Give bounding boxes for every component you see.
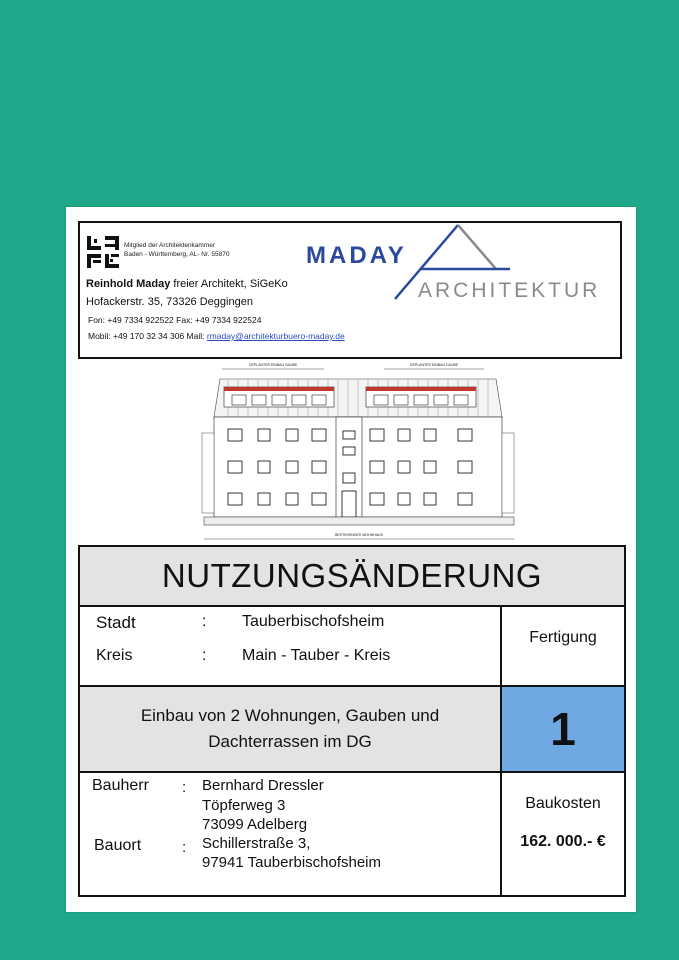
bauherr-street: Töpferweg 3 [202, 797, 286, 814]
fertigung-number: 1 [502, 687, 624, 773]
drawing-label-left: GEPLANTER EINBAU GAUBE [248, 363, 298, 367]
project-line1: Einbau von 2 Wohnungen, Gauben und [140, 706, 440, 725]
facade-drawing [184, 357, 524, 545]
location-section [80, 607, 502, 687]
phone-fax: Fon: +49 7334 922522 Fax: +49 7334 922524 [88, 315, 262, 325]
project-line2: Dachterrassen im DG [208, 732, 372, 751]
architect-title: freier Architekt, SiGeKo [170, 278, 288, 290]
bauherr-city: 73099 Adelberg [202, 816, 308, 833]
owner-section [80, 773, 502, 895]
project-description [80, 687, 502, 773]
mobile-mail [88, 331, 345, 341]
stadt-value: Tauberbischofsheim [242, 613, 385, 630]
baukosten-value: 162. 000.- € [520, 833, 606, 850]
mail-link[interactable]: rmaday@architekturbuero-maday.de [206, 331, 345, 341]
architect-name [86, 278, 288, 290]
chamber-line2: Baden - Württemberg, AL- Nr. 55870 [124, 251, 230, 258]
title-block [78, 545, 626, 897]
architect-header [78, 221, 622, 359]
mobile-number: Mobil: +49 170 32 34 306 Mail: [88, 331, 207, 341]
bauherr-colon: : [182, 779, 187, 796]
architect-name-bold: Reinhold Maday [86, 278, 171, 290]
bauort-city: 97941 Tauberbischofsheim [202, 854, 382, 871]
bauort-street: Schillerstraße 3, [202, 835, 311, 852]
bauort-colon: : [182, 839, 187, 856]
logo-word-architektur: ARCHITEKTUR [418, 279, 601, 302]
chamber-line1: Mitglied der Architektenkammer [124, 242, 216, 249]
stadt-label: Stadt [96, 613, 136, 632]
kreis-colon: : [202, 647, 207, 664]
bauherr-label: Bauherr [92, 777, 149, 794]
fertigung-label: Fertigung [529, 629, 597, 646]
stadt-colon: : [202, 613, 207, 630]
chamber-membership [124, 241, 230, 259]
kreis-label: Kreis [96, 647, 133, 664]
kreis-value: Main - Tauber - Kreis [242, 647, 391, 664]
maday-logo [300, 223, 630, 305]
baukosten-label: Baukosten [525, 795, 601, 812]
drawing-label-right: GEPLANTER EINBAU GAUBE [409, 363, 459, 367]
bauherr-name: Bernhard Dressler [202, 777, 324, 794]
bauort-label: Bauort [94, 837, 142, 854]
architect-address: Hofackerstr. 35, 73326 Deggingen [86, 296, 253, 308]
drawing-label-bottom: BESTEHENDES WOHNHAUS [335, 533, 383, 537]
cost-section [502, 773, 624, 895]
chamber-logo-icon [86, 235, 120, 269]
cover-sheet [66, 207, 636, 912]
fertigung-section [502, 607, 624, 687]
document-title: NUTZUNGSÄNDERUNG [80, 547, 624, 607]
logo-word-maday: MADAY [306, 242, 407, 269]
